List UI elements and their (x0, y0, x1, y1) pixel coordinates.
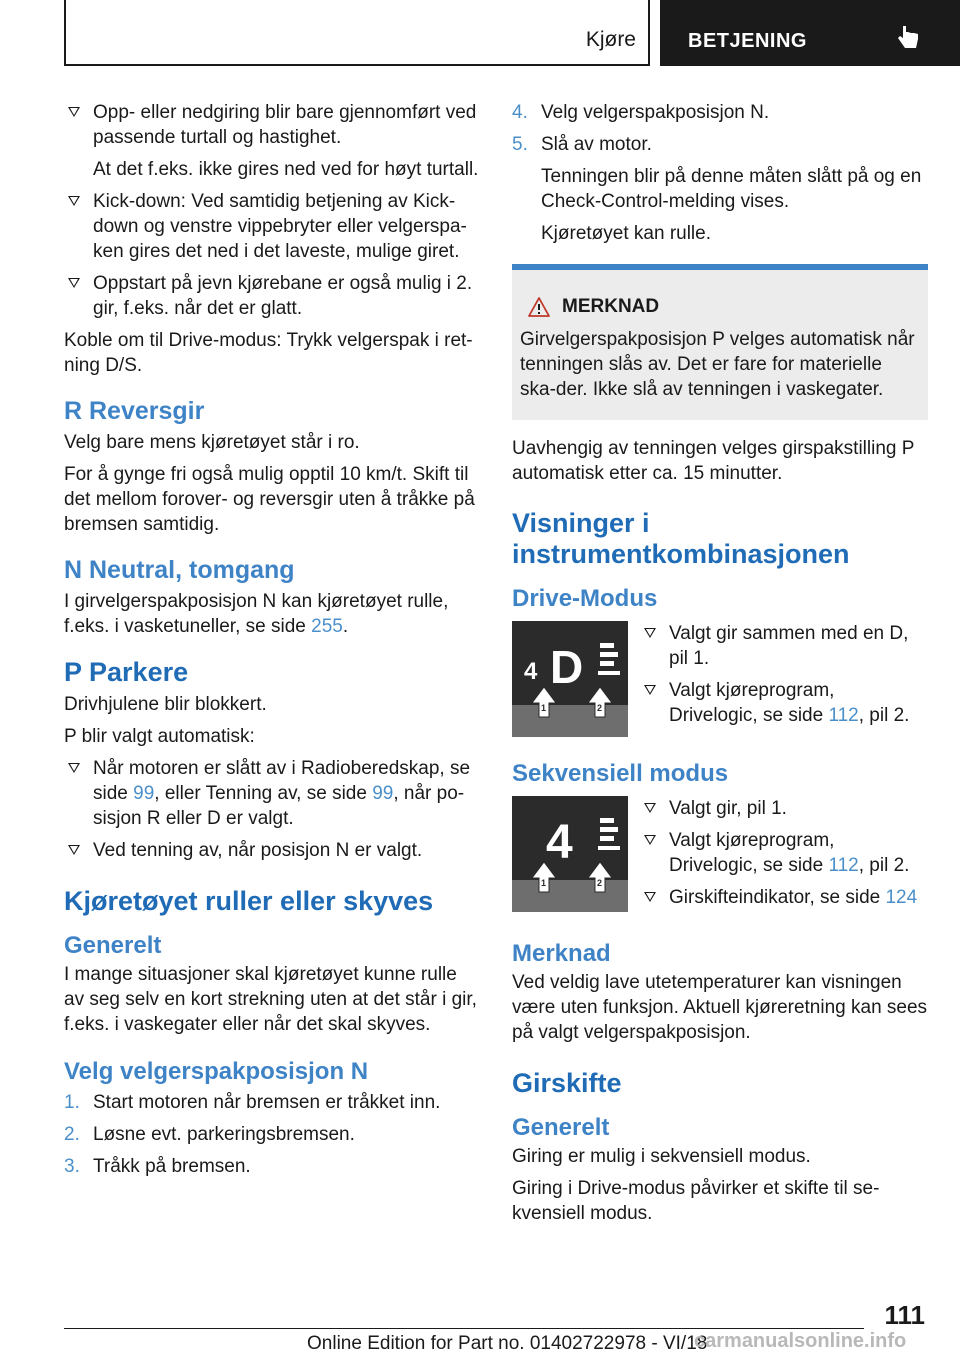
heading-rolling: Kjøretøyet ruller eller skyves (64, 886, 434, 916)
page-link[interactable]: 255 (311, 616, 343, 637)
paragraph: Giring i Drive-modus påvirker et skifte til se-kvensiell modus. (512, 1178, 880, 1224)
paragraph: Velg bare mens kjøretøyet står i ro. (64, 432, 360, 453)
notice-title: MERKNAD (562, 296, 660, 317)
paragraph: Giring er mulig i sekvensiell modus. (512, 1146, 811, 1167)
heading-reverse: R Reversgir (64, 397, 205, 425)
paragraph: Uavhengig av tenningen velges girspakstilling P automatisk etter ca. 15 minutter. (512, 438, 915, 484)
paragraph: I girvelgerspakposisjon N kan kjøretøyet rulle, f.eks. i vasketuneller, se side 255. (64, 591, 449, 637)
list-item: Girskifteindikator, se side 124 (640, 885, 928, 910)
svg-text:4: 4 (546, 816, 573, 869)
paragraph: Drivhjulene blir blokkert. (64, 694, 267, 715)
svg-text:1: 1 (541, 878, 547, 888)
heading-displays: Visninger i instrumentkombinasjonen (512, 508, 850, 569)
notice-box (512, 264, 928, 420)
paragraph: Koble om til Drive-modus: Trykk velgerspak i ret-ning D/S. (64, 330, 473, 376)
page-header (64, 0, 960, 66)
heading-drive-mode: Drive-Modus (512, 585, 658, 612)
list-item: Valgt kjøreprogram, Drivelogic, se side 112, pil 2. (640, 678, 928, 728)
list-item: Valgt gir, pil 1. (640, 796, 928, 821)
paragraph: P blir valgt automatisk: (64, 726, 255, 747)
sequential-mode-row (512, 796, 928, 917)
heading-neutral: N Neutral, tomgang (64, 556, 295, 584)
paragraph: Ved veldig lave utetemperaturer kan visningen være uten funksjon. Aktuell kjøreretning kan sees på valgt velgerspakposisjon. (512, 972, 928, 1043)
section-tab (64, 0, 650, 66)
list-item: Ved tenning av, når posisjon N er valgt. (64, 838, 482, 863)
chapter-tab (660, 0, 960, 66)
sequential-mode-display-image (512, 796, 628, 912)
heading-remark: Merknad (512, 940, 611, 967)
heading-gear-shift: Girskifte (512, 1068, 622, 1098)
left-column (64, 100, 482, 1186)
page-link[interactable]: 99 (372, 783, 394, 804)
list-item: 2. Løsne evt. parkeringsbremsen. (64, 1124, 355, 1145)
list-item: Oppstart på jevn kjørebane er også mulig i 2. gir, f.eks. når det er glatt. (64, 271, 482, 321)
page-link[interactable]: 112 (828, 705, 859, 726)
svg-text:1: 1 (541, 703, 547, 713)
svg-text:4: 4 (524, 658, 538, 685)
notice-text: Girvelgerspakposisjon P velges automatisk når tenningen slås av. Det er fare for materielle ska-der. Ikke slå av tenningen i vaskegater. (520, 329, 915, 400)
svg-text:D: D (550, 641, 584, 693)
section-title: Kjøre (585, 28, 636, 51)
heading-general: Generelt (64, 932, 162, 959)
watermark: carmanualsonline.info (694, 1330, 907, 1352)
list-item: 4. Velg velgerspakposisjon N. (512, 102, 770, 123)
chapter-title: BETJENING (688, 30, 807, 52)
list-item: Kick-down: Ved samtidig betjening av Kick-down og venstre vippebryter eller velgerspa-ken gires det ned i det laveste, mulige giret. (64, 189, 482, 264)
heading-sequential-mode: Sekvensiell modus (512, 760, 729, 787)
hand-pointer-icon (896, 24, 920, 52)
list-item: 3. Tråkk på bremsen. (64, 1156, 251, 1177)
list-item: 5. Slå av motor. Tenningen blir på denne måten slått på og en Check-Control-melding vises. Kjøretøyet kan rulle. (512, 134, 922, 244)
drive-mode-display-image (512, 621, 628, 737)
page-link[interactable]: 112 (828, 855, 859, 876)
page-link[interactable]: 99 (133, 783, 155, 804)
list-item: Når motoren er slått av i Radioberedskap, se side 99, eller Tenning av, se side 99, når po-sisjon R eller D er valgt. (64, 756, 482, 831)
list-item: Valgt gir sammen med en D, pil 1. (640, 621, 928, 671)
list-item: Opp- eller nedgiring blir bare gjennomført ved passende turtall og hastighet. At det f.eks. ikke gires ned ved for høyt turtall. (64, 100, 482, 182)
heading-general: Generelt (512, 1114, 610, 1141)
paragraph: I mange situasjoner skal kjøretøyet kunne rulle av seg selv en kort strekning uten at det står i gir, f.eks. i vaskegater eller når det skal skyves. (64, 964, 477, 1035)
svg-text:2: 2 (597, 878, 603, 888)
list-item: Valgt kjøreprogram, Drivelogic, se side 112, pil 2. (640, 828, 928, 878)
list-item: 1. Start motoren når bremsen er tråkket inn. (64, 1092, 441, 1113)
warning-triangle-icon (528, 297, 550, 317)
drive-mode-row (512, 621, 928, 737)
edition-text: Online Edition for Part no. 01402722978 - VI/18 (307, 1333, 708, 1354)
page-number: 111 (884, 1300, 925, 1330)
paragraph: For å gynge fri også mulig opptil 10 km/t. Skift til det mellom forover- og reversgir uten å tråkke på bremsen samtidig. (64, 464, 475, 535)
footer-divider (64, 1328, 864, 1329)
heading-park: P Parkere (64, 657, 189, 687)
page-link[interactable]: 124 (885, 887, 918, 908)
right-column (512, 100, 928, 1233)
svg-text:2: 2 (597, 703, 603, 713)
heading-select-n: Velg velgerspakposisjon N (64, 1058, 369, 1085)
